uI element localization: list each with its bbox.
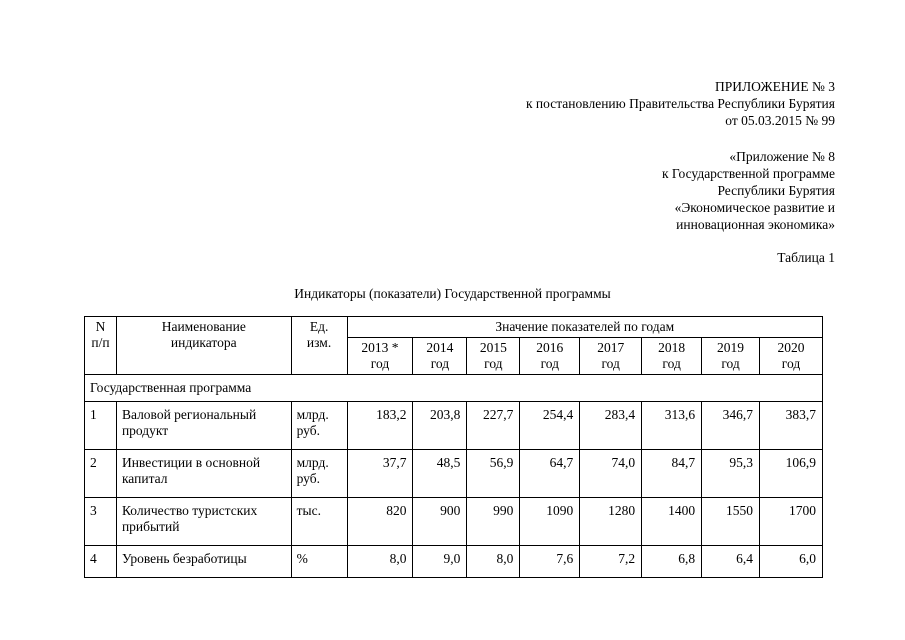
year-header: 2018 год bbox=[642, 338, 702, 375]
value-cell: 203,8 bbox=[413, 402, 467, 450]
value-cell: 383,7 bbox=[760, 402, 823, 450]
table-title: Индикаторы (показатели) Государственной программы bbox=[294, 286, 611, 301]
value-cell: 6,8 bbox=[642, 546, 702, 578]
row-number: 3 bbox=[85, 498, 117, 546]
table-header-row bbox=[85, 317, 823, 338]
indicator-name: Инвестиции в основной капитал bbox=[116, 450, 291, 498]
value-cell: 37,7 bbox=[347, 450, 413, 498]
value-cell: 7,6 bbox=[520, 546, 580, 578]
value-cell: 64,7 bbox=[520, 450, 580, 498]
value-cell: 106,9 bbox=[760, 450, 823, 498]
appendix-date: от 05.03.2015 № 99 bbox=[725, 113, 835, 128]
value-cell: 1700 bbox=[760, 498, 823, 546]
value-cell: 48,5 bbox=[413, 450, 467, 498]
value-cell: 74,0 bbox=[580, 450, 642, 498]
table-row bbox=[85, 402, 823, 450]
unit: млрд. руб. bbox=[291, 450, 347, 498]
table-row bbox=[85, 450, 823, 498]
value-cell: 9,0 bbox=[413, 546, 467, 578]
value-cell: 84,7 bbox=[642, 450, 702, 498]
value-cell: 1400 bbox=[642, 498, 702, 546]
value-cell: 6,0 bbox=[760, 546, 823, 578]
indicator-name: Уровень безработицы bbox=[116, 546, 291, 578]
value-cell: 900 bbox=[413, 498, 467, 546]
value-cell: 283,4 bbox=[580, 402, 642, 450]
indicator-name: Количество туристских прибытий bbox=[116, 498, 291, 546]
program-appendix-line: «Приложение № 8 bbox=[729, 149, 835, 164]
section-row bbox=[85, 375, 823, 402]
value-cell: 346,7 bbox=[702, 402, 760, 450]
table-row bbox=[85, 546, 823, 578]
value-cell: 56,9 bbox=[467, 450, 520, 498]
program-appendix-header bbox=[662, 148, 835, 233]
value-cell: 1550 bbox=[702, 498, 760, 546]
value-cell: 6,4 bbox=[702, 546, 760, 578]
program-appendix-line: Республики Бурятия bbox=[717, 183, 835, 198]
section-label: Государственная программа bbox=[85, 375, 823, 402]
row-number: 2 bbox=[85, 450, 117, 498]
year-header: 2014 год bbox=[413, 338, 467, 375]
indicators-table bbox=[84, 316, 823, 578]
value-cell: 8,0 bbox=[467, 546, 520, 578]
year-header: 2017 год bbox=[580, 338, 642, 375]
value-cell: 990 bbox=[467, 498, 520, 546]
value-cell: 95,3 bbox=[702, 450, 760, 498]
program-appendix-line: к Государственной программе bbox=[661, 166, 835, 181]
row-number: 4 bbox=[85, 546, 117, 578]
indicator-name: Валовой региональный продукт bbox=[116, 402, 291, 450]
table-row bbox=[85, 498, 823, 546]
year-header: 2020 год bbox=[760, 338, 823, 375]
row-number: 1 bbox=[85, 402, 117, 450]
unit: % bbox=[291, 546, 347, 578]
value-cell: 820 bbox=[347, 498, 413, 546]
year-header: 2015 год bbox=[467, 338, 520, 375]
table-number: Таблица 1 bbox=[777, 250, 835, 265]
year-header: 2016 год bbox=[520, 338, 580, 375]
value-cell: 227,7 bbox=[467, 402, 520, 450]
value-cell: 1280 bbox=[580, 498, 642, 546]
value-cell: 183,2 bbox=[347, 402, 413, 450]
value-cell: 8,0 bbox=[347, 546, 413, 578]
appendix-title: ПРИЛОЖЕНИЕ № 3 bbox=[714, 79, 835, 94]
appendix-resolution: к постановлению Правительства Республики Бурятия bbox=[526, 96, 835, 111]
value-cell: 7,2 bbox=[580, 546, 642, 578]
unit: тыс. bbox=[291, 498, 347, 546]
col-unit-header: Ед. изм. bbox=[291, 317, 347, 375]
value-cell: 254,4 bbox=[520, 402, 580, 450]
program-appendix-line: инновационная экономика» bbox=[676, 217, 835, 232]
value-cell: 313,6 bbox=[642, 402, 702, 450]
unit: млрд. руб. bbox=[291, 402, 347, 450]
year-header: 2019 год bbox=[702, 338, 760, 375]
value-cell: 1090 bbox=[520, 498, 580, 546]
appendix-header bbox=[526, 78, 835, 129]
col-number-header: N п/п bbox=[85, 317, 117, 375]
year-header: 2013 * год bbox=[347, 338, 413, 375]
col-name-header: Наименование индикатора bbox=[116, 317, 291, 375]
program-appendix-line: «Экономическое развитие и bbox=[674, 200, 835, 215]
values-by-year-header: Значение показателей по годам bbox=[347, 317, 822, 338]
